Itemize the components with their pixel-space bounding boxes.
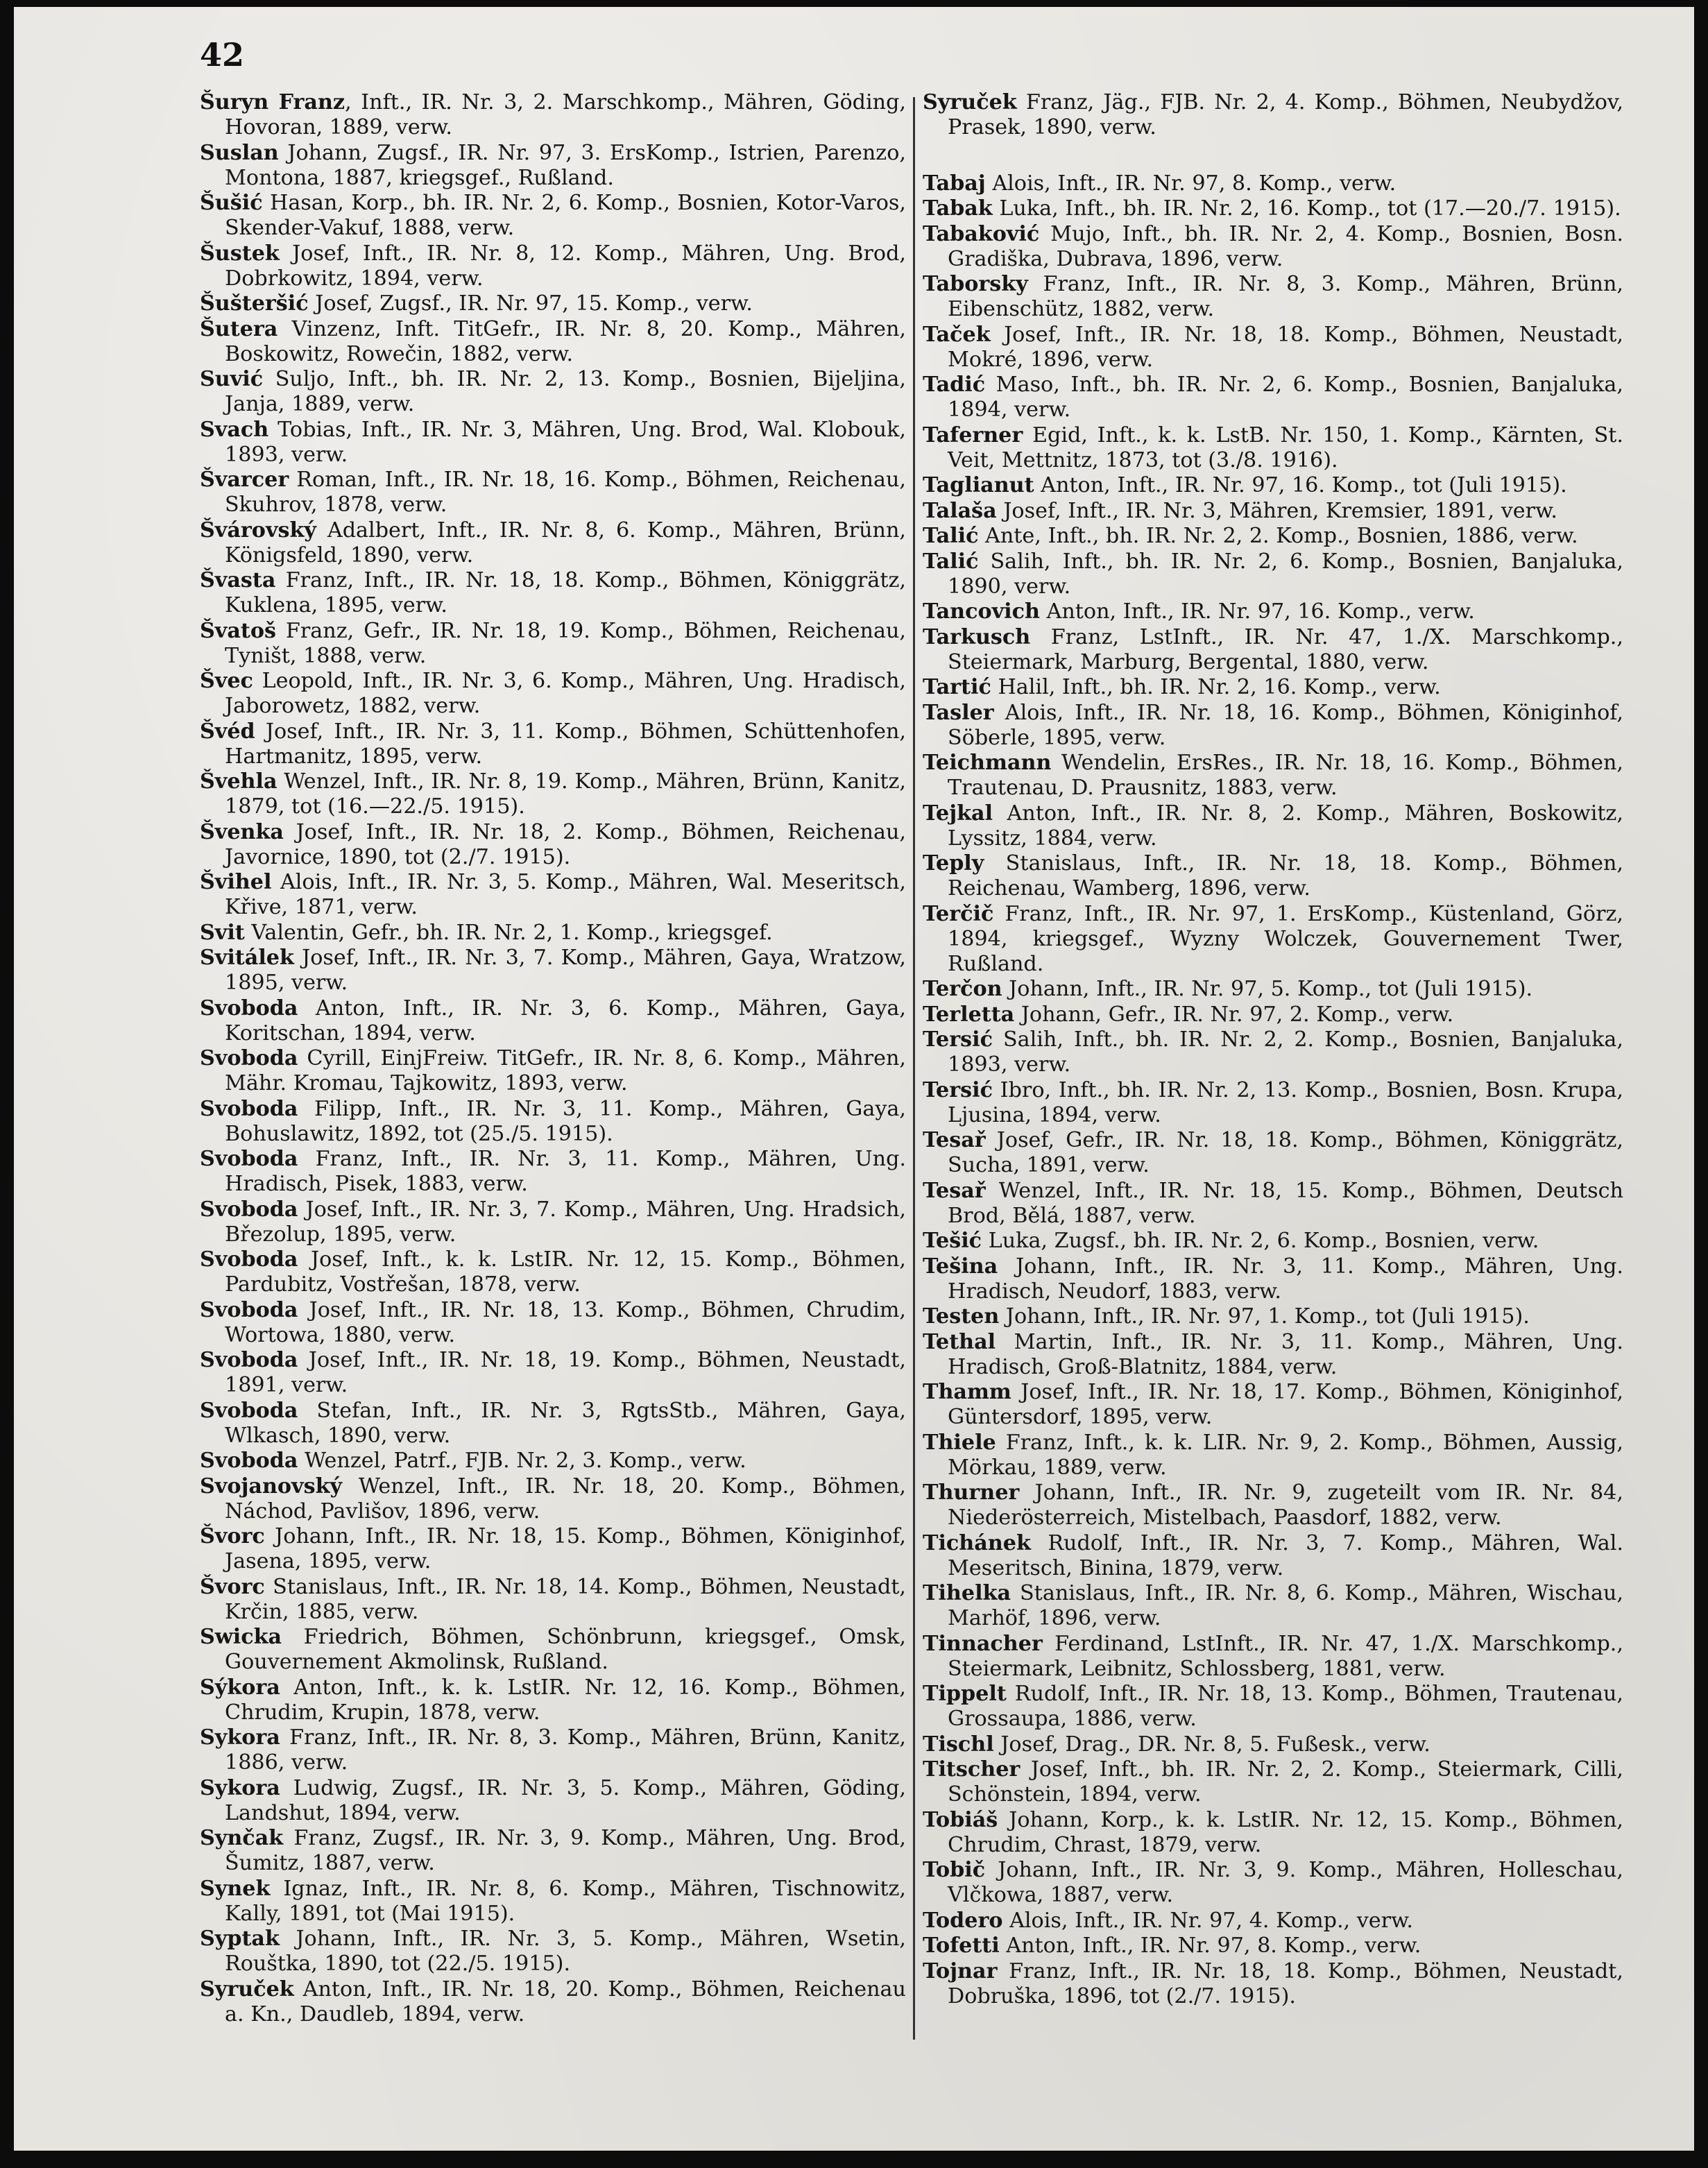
entry-details: Franz, Zugsf., IR. Nr. 3, 9. Komp., Mähren, Ung. Brod, Šumitz, 1887, verw.	[225, 1826, 906, 1875]
entry-surname: Thiele	[923, 1430, 996, 1455]
list-item	[923, 196, 1623, 221]
entry-surname: Svit	[200, 920, 245, 945]
entry-surname: Svoboda	[200, 1096, 298, 1121]
entry-details: Wenzel, Patrf., FJB. Nr. 2, 3. Komp., verw.	[298, 1449, 746, 1473]
entry-details: Vinzenz, Inft. TitGefr., IR. Nr. 8, 20. Komp., Mähren, Boskowitz, Rowečin, 1882, verw.	[225, 316, 906, 366]
entry-details: Friedrich, Böhmen, Schönbrunn, kriegsgef., Omsk, Gouvernement Akmolinsk, Rußland.	[225, 1625, 906, 1674]
list-item	[923, 1909, 1623, 1934]
list-item	[923, 1128, 1623, 1178]
right-column	[923, 90, 1623, 2009]
entry-details: Johann, Inft., IR. Nr. 3, 9. Komp., Mähren, Holleschau, Vlčkowa, 1887, verw.	[948, 1858, 1623, 1907]
entry-surname: Švorc	[200, 1574, 265, 1599]
entry-surname: Tichánek	[923, 1530, 1031, 1555]
entry-details: Franz, Inft., IR. Nr. 8, 3. Komp., Mähren, Brünn, Kanitz, 1886, verw.	[225, 1725, 906, 1775]
entry-surname: Svoboda	[200, 1046, 298, 1070]
list-item	[923, 1959, 1623, 2009]
entry-details: Wenzel, Inft., IR. Nr. 8, 19. Komp., Mähren, Brünn, Kanitz, 1879, tot (16.—22./5. 1915).	[225, 769, 906, 819]
entry-surname: Tešić	[923, 1229, 982, 1253]
entry-details: Stanislaus, Inft., IR. Nr. 18, 14. Komp., Böhmen, Neustadt, Krčin, 1885, verw.	[225, 1574, 906, 1624]
entry-surname: Terčič	[923, 901, 994, 926]
list-item	[923, 272, 1623, 322]
entry-details: Adalbert, Inft., IR. Nr. 8, 6. Komp., Mähren, Brünn, Königsfeld, 1890, verw.	[225, 518, 906, 567]
list-item	[923, 1179, 1623, 1229]
list-item	[923, 1934, 1623, 1958]
list-item	[923, 1002, 1623, 1027]
list-item	[923, 323, 1623, 373]
entry-details: Johann, Inft., IR. Nr. 18, 15. Komp., Böhmen, Königinhof, Jasena, 1895, verw.	[225, 1524, 906, 1573]
list-item	[200, 468, 906, 518]
entry-surname: Thurner	[923, 1480, 1020, 1505]
entry-details: Anton, Inft., IR. Nr. 3, 6. Komp., Mähren, Gaya, Koritschan, 1894, verw.	[225, 996, 906, 1045]
page-number: 42	[200, 36, 245, 74]
entry-details: Johann, Inft., IR. Nr. 3, 11. Komp., Mähren, Ung. Hradisch, Neudorf, 1883, verw.	[948, 1254, 1623, 1304]
list-item	[923, 373, 1623, 422]
list-item	[200, 1927, 906, 1977]
entry-details: Franz, Inft., IR. Nr. 8, 3. Komp., Mähren, Brünn, Eibenschütz, 1882, verw.	[948, 272, 1623, 321]
entry-surname: Tofetti	[923, 1934, 1000, 1958]
entry-details: Halil, Inft., bh. IR. Nr. 2, 16. Komp., verw.	[991, 675, 1441, 699]
list-item	[200, 1046, 906, 1096]
entry-surname: Svitálek	[200, 946, 294, 970]
list-item	[200, 90, 906, 140]
entry-surname: Tešina	[923, 1254, 998, 1279]
entry-details: Josef, Inft., bh. IR. Nr. 2, 2. Komp., Steiermark, Cilli, Schönstein, 1894, verw.	[948, 1757, 1623, 1807]
entry-surname: Taferner	[923, 422, 1023, 447]
list-item	[923, 1480, 1623, 1530]
entry-details: Johann, Inft., IR. Nr. 9, zugeteilt vom IR. Nr. 84, Niederösterreich, Mistelbach, Paasdorf, 1882, verw.	[948, 1480, 1623, 1530]
list-item	[923, 1431, 1623, 1480]
list-item	[923, 902, 1623, 977]
entry-surname: Tinnacher	[923, 1631, 1043, 1656]
list-item	[923, 675, 1623, 700]
entry-surname: Šutera	[200, 316, 278, 341]
entry-details: Johann, Inft., IR. Nr. 97, 1. Komp., tot (Juli 1915).	[999, 1304, 1530, 1329]
list-item	[200, 619, 906, 669]
entry-surname: Švéd	[200, 719, 255, 744]
entry-surname: Švasta	[200, 568, 276, 592]
entry-details: Josef, Inft., IR. Nr. 18, 17. Komp., Böhmen, Königinhof, Güntersdorf, 1895, verw.	[948, 1380, 1623, 1429]
entry-surname: Tojnar	[923, 1958, 998, 1983]
list-item	[200, 241, 906, 291]
entry-details: Ferdinand, LstInft., IR. Nr. 47, 1./X. Marschkomp., Steiermark, Leibnitz, Schlossberg, 1881, verw.	[948, 1631, 1623, 1681]
list-item	[200, 1575, 906, 1625]
entry-surname: Tobič	[923, 1858, 986, 1882]
entry-details: Josef, Inft., IR. Nr. 18, 2. Komp., Böhmen, Reichenau, Javornice, 1890, tot (2./7. 1915).	[225, 819, 906, 869]
entry-details: Josef, Inft., IR. Nr. 3, 11. Komp., Böhmen, Schüttenhofen, Hartmanitz, 1895, verw.	[225, 719, 906, 769]
entry-details: Wenzel, Inft., IR. Nr. 18, 20. Komp., Böhmen, Náchod, Pavlišov, 1896, verw.	[225, 1474, 906, 1523]
entry-details: Stanislaus, Inft., IR. Nr. 18, 18. Komp., Böhmen, Reichenau, Wamberg, 1896, verw.	[948, 851, 1623, 901]
entry-surname: Svoboda	[200, 1147, 298, 1171]
entry-surname: Tejkal	[923, 801, 993, 826]
list-item	[923, 1078, 1623, 1128]
entry-surname: Švatoš	[200, 618, 276, 643]
entry-surname: Tasler	[923, 700, 994, 725]
list-item	[200, 418, 906, 468]
entry-details: Josef, Inft., IR. Nr. 3, 7. Komp., Mähren, Gaya, Wratzow, 1895, verw.	[225, 946, 906, 995]
entry-details: Salih, Inft., bh. IR. Nr. 2, 6. Komp., Bosnien, Banjaluka, 1890, verw.	[948, 549, 1623, 599]
entry-surname: Šušić	[200, 191, 263, 215]
entry-details: Stefan, Inft., IR. Nr. 3, RgtsStb., Mähren, Gaya, Wlkasch, 1890, verw.	[225, 1398, 906, 1448]
entry-details: Alois, Inft., IR. Nr. 3, 5. Komp., Mähren, Wal. Meseritsch, Křive, 1871, verw.	[225, 870, 906, 919]
list-item	[923, 625, 1623, 675]
list-item	[923, 499, 1623, 524]
entry-surname: Tethal	[923, 1329, 996, 1354]
list-item	[923, 171, 1623, 196]
entry-details: Alois, Inft., IR. Nr. 18, 16. Komp., Böhmen, Königinhof, Söberle, 1895, verw.	[948, 700, 1623, 750]
entry-surname: Svoboda	[200, 1449, 298, 1473]
entry-details: Wenzel, Inft., IR. Nr. 18, 15. Komp., Böhmen, Deutsch Brod, Bělá, 1887, verw.	[948, 1178, 1623, 1228]
list-item	[200, 141, 906, 191]
list-item	[923, 1531, 1623, 1581]
entry-details: Josef, Gefr., IR. Nr. 18, 18. Komp., Böhmen, Königgrätz, Sucha, 1891, verw.	[948, 1128, 1623, 1177]
entry-surname: Tabaj	[923, 171, 986, 196]
entry-details: Egid, Inft., k. k. LstB. Nr. 150, 1. Komp., Kärnten, St. Veit, Mettnitz, 1873, tot (3./8. 1916).	[948, 422, 1623, 472]
entry-surname: Sykora	[200, 1725, 280, 1750]
list-item	[200, 1449, 906, 1474]
list-item	[923, 1027, 1623, 1077]
entry-details: Stanislaus, Inft., IR. Nr. 8, 6. Komp., Mähren, Wischau, Marhöf, 1896, verw.	[948, 1581, 1623, 1630]
entry-surname: Suvić	[200, 367, 264, 391]
entry-surname: Terletta	[923, 1002, 1015, 1027]
list-item	[923, 1330, 1623, 1380]
entry-details: Josef, Inft., IR. Nr. 18, 19. Komp., Böhmen, Neustadt, 1891, verw.	[225, 1348, 906, 1397]
entry-surname: Svoboda	[200, 1398, 298, 1423]
list-item	[200, 669, 906, 719]
entry-details: Anton, Inft., IR. Nr. 18, 20. Komp., Böhmen, Reichenau a. Kn., Daudleb, 1894, verw.	[225, 1977, 906, 2026]
entry-details: Luka, Inft., bh. IR. Nr. 2, 16. Komp., tot (17.—20./7. 1915).	[992, 196, 1621, 221]
entry-details: Filipp, Inft., IR. Nr. 3, 11. Komp., Mähren, Gaya, Bohuslawitz, 1892, tot (25./5. 1915).	[225, 1096, 906, 1146]
entry-surname: Svojanovský	[200, 1474, 343, 1499]
entry-surname: Teply	[923, 851, 984, 876]
entry-surname: Thamm	[923, 1380, 1011, 1404]
entry-details: Roman, Inft., IR. Nr. 18, 16. Komp., Böhmen, Reichenau, Skuhrov, 1878, verw.	[225, 468, 906, 517]
list-item	[923, 701, 1623, 751]
entry-details: Ignaz, Inft., IR. Nr. 8, 6. Komp., Mähren, Tischnowitz, Kally, 1891, tot (Mai 1915).	[225, 1876, 906, 1926]
entry-surname: Tersić	[923, 1077, 993, 1102]
entry-surname: Talić	[923, 524, 979, 548]
list-item	[200, 1197, 906, 1247]
list-item	[923, 423, 1623, 473]
entry-surname: Taglianut	[923, 473, 1034, 497]
list-item	[923, 1757, 1623, 1807]
entry-details: Luka, Zugsf., bh. IR. Nr. 2, 6. Komp., Bosnien, verw.	[982, 1229, 1539, 1253]
entry-details: Josef, Inft., IR. Nr. 18, 18. Komp., Böhmen, Neustadt, Mokré, 1896, verw.	[948, 322, 1623, 372]
list-item	[200, 1474, 906, 1524]
list-item	[923, 1380, 1623, 1430]
entry-details: Hasan, Korp., bh. IR. Nr. 2, 6. Komp., Bosnien, Kotor-Varos, Skender-Vakuf, 1888, verw.	[225, 191, 906, 240]
entry-surname: Svoboda	[200, 996, 298, 1021]
entry-details: Franz, Inft., IR. Nr. 97, 1. ErsKomp., Küstenland, Görz, 1894, kriegsgef., Wyzny Wolczek, Gouvernement Twer, Rußland.	[948, 901, 1623, 976]
entry-details: , Inft., IR. Nr. 3, 2. Marschkomp., Mähren, Göding, Hovoran, 1889, verw.	[225, 90, 906, 139]
list-item	[200, 769, 906, 819]
entry-details: Rudolf, Inft., IR. Nr. 18, 13. Komp., Böhmen, Trautenau, Grossaupa, 1886, verw.	[948, 1682, 1623, 1731]
list-item	[200, 1399, 906, 1449]
list-item	[200, 1147, 906, 1197]
entry-surname: Svoboda	[200, 1348, 298, 1372]
entry-details: Franz, Inft., IR. Nr. 18, 18. Komp., Böhmen, Königgrätz, Kuklena, 1895, verw.	[225, 568, 906, 617]
entry-details: Franz, Inft., IR. Nr. 3, 11. Komp., Mähren, Ung. Hradisch, Pisek, 1883, verw.	[225, 1147, 906, 1196]
list-item	[200, 1776, 906, 1826]
entry-details: Alois, Inft., IR. Nr. 97, 4. Komp., verw.	[1002, 1908, 1413, 1933]
entry-surname: Švorc	[200, 1524, 265, 1548]
list-item	[200, 1625, 906, 1675]
entry-surname: Talić	[923, 549, 979, 574]
entry-surname: Swicka	[200, 1625, 282, 1649]
list-item	[200, 1348, 906, 1398]
entry-surname: Šuryn Franz	[200, 90, 345, 114]
entry-surname: Tobiáš	[923, 1807, 998, 1832]
entry-surname: Švárovský	[200, 518, 316, 543]
entry-surname: Svach	[200, 417, 269, 442]
entry-details: Franz, Inft., IR. Nr. 18, 18. Komp., Böhmen, Neustadt, Dobruška, 1896, tot (2./7. 1915).	[948, 1958, 1623, 2008]
list-item	[923, 977, 1623, 1002]
entry-surname: Tabak	[923, 196, 993, 221]
entry-surname: Suslan	[200, 140, 279, 165]
entry-details: Suljo, Inft., bh. IR. Nr. 2, 13. Komp., Bosnien, Bijeljina, Janja, 1889, verw.	[225, 367, 906, 416]
entry-surname: Syruček	[200, 1977, 294, 2001]
entry-surname: Taček	[923, 322, 991, 347]
list-item	[923, 473, 1623, 498]
entry-surname: Titscher	[923, 1757, 1020, 1782]
entry-surname: Tartić	[923, 675, 991, 699]
entry-surname: Todero	[923, 1908, 1003, 1933]
entry-details: Josef, Inft., IR. Nr. 3, 7. Komp., Mähren, Ung. Hradsich, Březolup, 1895, verw.	[225, 1197, 906, 1247]
list-item	[200, 1247, 906, 1297]
column-divider	[913, 97, 915, 2040]
list-item	[923, 851, 1623, 901]
entry-surname: Tarkusch	[923, 624, 1031, 649]
entry-surname: Syptak	[200, 1927, 280, 1951]
list-item	[200, 946, 906, 996]
entry-details: Alois, Inft., IR. Nr. 97, 8. Komp., verw.	[985, 171, 1397, 196]
entry-surname: Taborsky	[923, 272, 1028, 296]
right-column-entries	[923, 171, 1623, 2009]
entry-details: Anton, Inft., IR. Nr. 8, 2. Komp., Mähren, Boskowitz, Lyssitz, 1884, verw.	[948, 801, 1623, 851]
list-item	[200, 291, 906, 316]
entry-surname: Terčon	[923, 977, 1002, 1001]
list-item	[200, 996, 906, 1046]
entry-surname: Švarcer	[200, 468, 289, 492]
entry-surname: Svoboda	[200, 1197, 298, 1222]
entry-details: Anton, Inft., IR. Nr. 97, 16. Komp., tot (Juli 1915).	[1034, 473, 1567, 497]
entry-surname: Talaša	[923, 498, 997, 523]
entry-surname: Svoboda	[200, 1297, 298, 1322]
list-item	[200, 568, 906, 618]
list-item	[200, 1298, 906, 1348]
list-item	[923, 1581, 1623, 1631]
entry-details: Cyrill, EinjFreiw. TitGefr., IR. Nr. 8, 6. Komp., Mähren, Mähr. Kromau, Tajkowitz, 1893, verw.	[225, 1046, 906, 1095]
entry-surname: Šustek	[200, 241, 280, 266]
entry-surname: Svoboda	[200, 1247, 298, 1272]
entry-details: Johann, Inft., IR. Nr. 97, 5. Komp., tot (Juli 1915).	[1002, 977, 1533, 1001]
entry-details: Tobias, Inft., IR. Nr. 3, Mähren, Ung. Brod, Wal. Klobouk, 1893, verw.	[225, 417, 906, 467]
entry-surname: Teichmann	[923, 751, 1052, 775]
entry-details: Josef, Inft., IR. Nr. 8, 12. Komp., Mähren, Ung. Brod, Dobrkowitz, 1894, verw.	[225, 241, 906, 291]
list-item	[923, 1682, 1623, 1732]
entry-surname: Tesař	[923, 1178, 986, 1203]
list-item	[200, 1675, 906, 1725]
entry-details: Franz, LstInft., IR. Nr. 47, 1./X. Marschkomp., Steiermark, Marburg, Bergental, 1880, verw.	[948, 624, 1623, 674]
entry-surname: Tancovich	[923, 599, 1040, 624]
entry-details: Franz, Gefr., IR. Nr. 18, 19. Komp., Böhmen, Reichenau, Tyništ, 1888, verw.	[225, 618, 906, 668]
section-gap	[923, 141, 1623, 171]
entry-details: Anton, Inft., IR. Nr. 97, 8. Komp., verw.	[999, 1934, 1421, 1958]
list-item	[200, 719, 906, 769]
entry-surname: Sýkora	[200, 1675, 280, 1700]
entry-details: Ludwig, Zugsf., IR. Nr. 3, 5. Komp., Mähren, Göding, Landshut, 1894, verw.	[225, 1775, 906, 1825]
entry-details: Salih, Inft., bh. IR. Nr. 2, 2. Komp., Bosnien, Banjaluka, 1893, verw.	[948, 1027, 1623, 1077]
list-item	[200, 1524, 906, 1574]
list-item	[923, 751, 1623, 801]
list-item	[923, 90, 1623, 140]
entry-surname: Tadić	[923, 373, 986, 397]
entry-details: Mujo, Inft., bh. IR. Nr. 2, 4. Komp., Bosnien, Bosn. Gradiška, Dubrava, 1896, verw.	[948, 221, 1623, 271]
entry-details: Johann, Inft., IR. Nr. 3, 5. Komp., Mähren, Wsetin, Rouštka, 1890, tot (22./5. 1915).	[225, 1927, 906, 1976]
entry-surname: Tersić	[923, 1027, 993, 1052]
list-item	[200, 367, 906, 417]
list-item	[200, 1877, 906, 1927]
entry-details: Josef, Drag., DR. Nr. 8, 5. Fußesk., verw.	[993, 1732, 1431, 1757]
entry-details: Ibro, Inft., bh. IR. Nr. 2, 13. Komp., Bosnien, Bosn. Krupa, Ljusina, 1894, verw.	[948, 1077, 1623, 1127]
entry-surname: Tesař	[923, 1128, 986, 1152]
entry-details: Josef, Zugsf., IR. Nr. 97, 15. Komp., verw.	[308, 291, 753, 316]
list-item	[923, 1304, 1623, 1329]
list-item	[200, 870, 906, 920]
entry-surname: Synek	[200, 1876, 271, 1901]
entry-surname: Švehla	[200, 769, 277, 794]
entry-details: Ante, Inft., bh. IR. Nr. 2, 2. Komp., Bosnien, 1886, verw.	[978, 524, 1578, 548]
entry-details: Anton, Inft., IR. Nr. 97, 16. Komp., verw.	[1039, 599, 1475, 624]
list-item	[200, 921, 906, 946]
right-column-continuation	[923, 90, 1623, 140]
entry-surname: Testen	[923, 1304, 1000, 1329]
document-page	[14, 7, 1694, 2151]
list-item	[923, 549, 1623, 599]
list-item	[200, 518, 906, 568]
list-item	[923, 1229, 1623, 1254]
entry-surname: Tischl	[923, 1732, 994, 1757]
entry-surname: Tabaković	[923, 221, 1040, 246]
entry-surname: Tippelt	[923, 1682, 1007, 1706]
list-item	[923, 1632, 1623, 1682]
list-item	[923, 222, 1623, 272]
list-item	[200, 1826, 906, 1876]
entry-details: Martin, Inft., IR. Nr. 3, 11. Komp., Mähren, Ung. Hradisch, Groß-Blatnitz, 1884, verw.	[948, 1329, 1623, 1379]
list-item	[923, 1254, 1623, 1304]
entry-details: Josef, Inft., k. k. LstIR. Nr. 12, 15. Komp., Böhmen, Pardubitz, Vostřešan, 1878, verw.	[225, 1247, 906, 1297]
entry-details: Leopold, Inft., IR. Nr. 3, 6. Komp., Mähren, Ung. Hradisch, Jaborowetz, 1882, verw.	[225, 669, 906, 718]
list-item	[200, 317, 906, 367]
entry-surname: Švenka	[200, 819, 284, 844]
list-item	[923, 1732, 1623, 1757]
entry-details: Johann, Zugsf., IR. Nr. 97, 3. ErsKomp., Istrien, Parenzo, Montona, 1887, kriegsgef., Rußland.	[225, 140, 906, 190]
entry-surname: Tihelka	[923, 1581, 1011, 1605]
list-item	[923, 1858, 1623, 1908]
list-item	[923, 801, 1623, 851]
entry-details: Johann, Gefr., IR. Nr. 97, 2. Komp., verw.	[1014, 1002, 1454, 1027]
list-item	[923, 524, 1623, 549]
list-item	[200, 1725, 906, 1775]
entry-details: Rudolf, Inft., IR. Nr. 3, 7. Komp., Mähren, Wal. Meseritsch, Binina, 1879, verw.	[948, 1530, 1623, 1580]
entry-surname: Sykora	[200, 1775, 280, 1800]
left-column	[200, 90, 906, 2027]
list-item	[200, 1097, 906, 1147]
entry-details: Valentin, Gefr., bh. IR. Nr. 2, 1. Komp., kriegsgef.	[244, 920, 773, 945]
entry-surname: Švec	[200, 669, 253, 693]
list-item	[923, 1808, 1623, 1858]
entry-details: Johann, Korp., k. k. LstIR. Nr. 12, 15. Komp., Böhmen, Chrudim, Chrast, 1879, verw.	[948, 1807, 1623, 1857]
entry-details: Franz, Jäg., FJB. Nr. 2, 4. Komp., Böhmen, Neubydžov, Prasek, 1890, verw.	[948, 90, 1623, 139]
list-item	[200, 1977, 906, 2027]
entry-surname: Švihel	[200, 870, 272, 894]
list-item	[923, 599, 1623, 624]
entry-details: Maso, Inft., bh. IR. Nr. 2, 6. Komp., Bosnien, Banjaluka, 1894, verw.	[948, 373, 1623, 422]
list-item	[200, 191, 906, 241]
entry-details: Wendelin, ErsRes., IR. Nr. 18, 16. Komp., Böhmen, Trautenau, D. Prausnitz, 1883, verw.	[948, 751, 1623, 800]
entry-details: Franz, Inft., k. k. LIR. Nr. 9, 2. Komp., Böhmen, Aussig, Mörkau, 1889, verw.	[948, 1430, 1623, 1480]
list-item	[200, 820, 906, 870]
entry-surname: Syruček	[923, 90, 1017, 114]
entry-surname: Šušteršić	[200, 291, 309, 316]
entry-details: Josef, Inft., IR. Nr. 3, Mähren, Kremsier, 1891, verw.	[996, 498, 1557, 523]
entry-details: Anton, Inft., k. k. LstIR. Nr. 12, 16. Komp., Böhmen, Chrudim, Krupin, 1878, verw.	[225, 1675, 906, 1725]
entry-surname: Synčak	[200, 1826, 284, 1850]
entry-details: Josef, Inft., IR. Nr. 18, 13. Komp., Böhmen, Chrudim, Wortowa, 1880, verw.	[225, 1297, 906, 1347]
